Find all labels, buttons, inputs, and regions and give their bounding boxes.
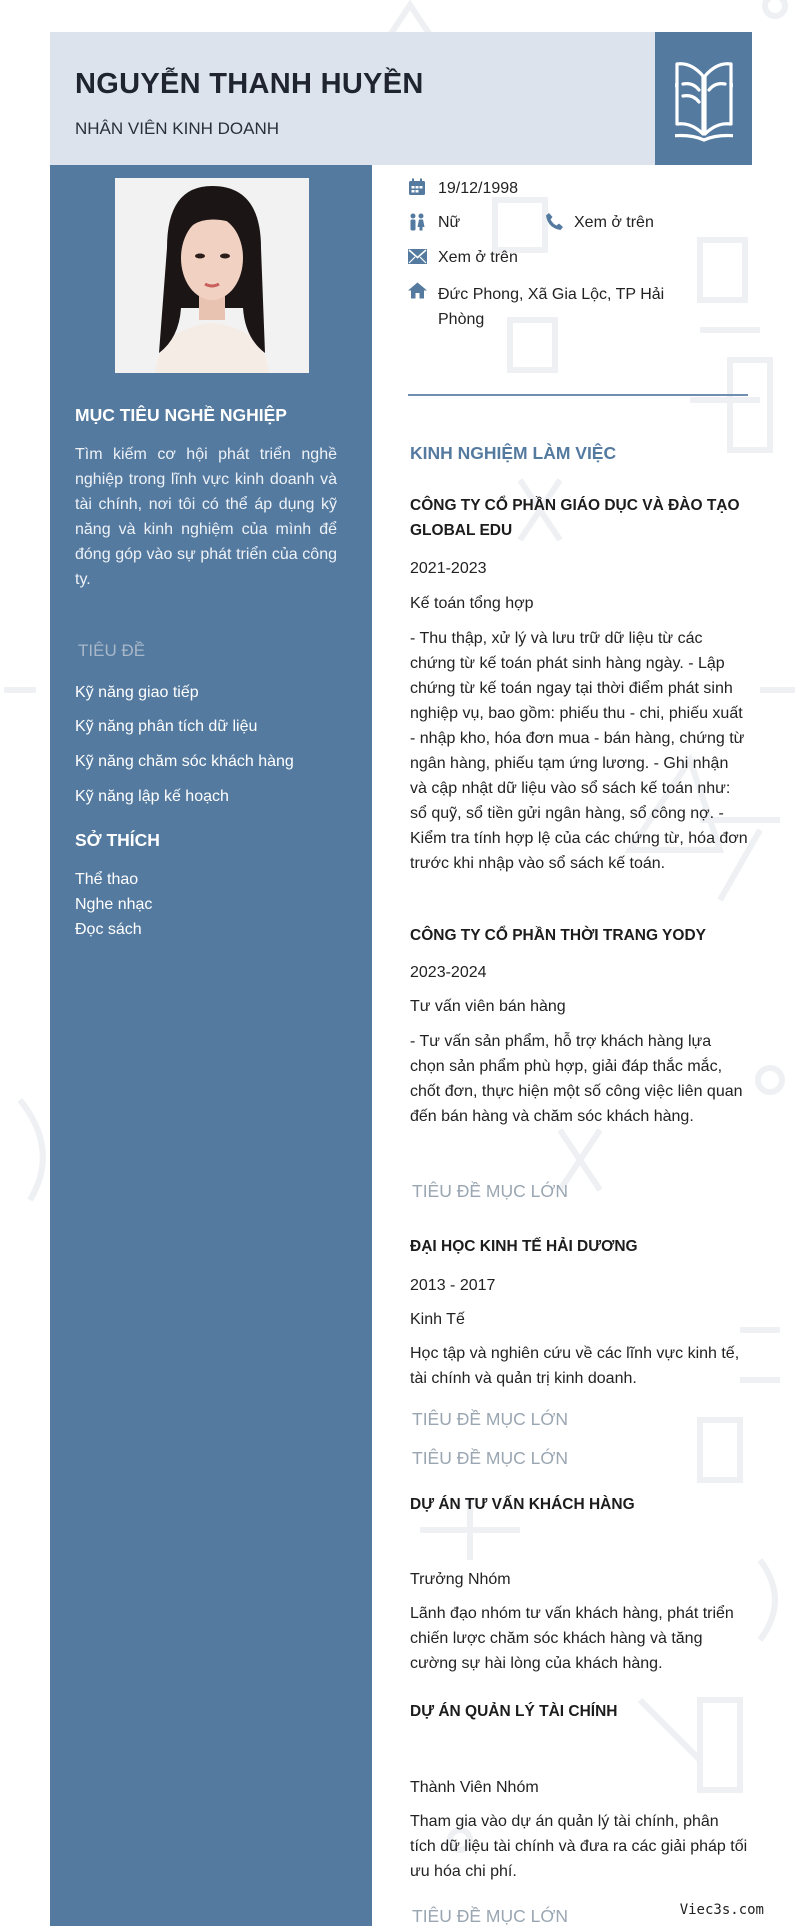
- profile-photo: [115, 178, 309, 373]
- experience-description: - Thu thập, xử lý và lưu trữ dữ liệu từ các chứng từ kế toán phát sinh hàng ngày. - Lập chứng từ kế toán ngay tại thời điểm phát sinh nghiệp vụ, bao gồm: phiếu thu - chi, phiếu xuất - nhập kho, hóa đơn mua - bán hàng, chứng từ ngân hàng, phiếu tạm ứng lương. - Ghi nhận và cập nhật dữ liệu vào sổ sách kế toán như: sổ quỹ, sổ tiền gửi ngân hàng, sổ công nợ. - Kiểm tra tính hợp lệ của các chứng từ, hóa đơn trước khi nhập vào sổ sách kế toán.: [410, 630, 748, 872]
- section-divider: [408, 394, 748, 396]
- last-section-title: TIÊU ĐỀ MỤC LỚN: [412, 1906, 568, 1926]
- education-major: Kinh Tế: [410, 1311, 465, 1328]
- phone-value[interactable]: Xem ở trên: [574, 214, 654, 231]
- experience-role: Tư vấn viên bán hàng: [410, 998, 566, 1015]
- education-title: TIÊU ĐỀ MỤC LỚN: [412, 1181, 568, 1201]
- skill-item: Kỹ năng lập kế hoạch: [75, 788, 229, 805]
- resume-page: [50, 32, 752, 1926]
- hobbies-title: SỞ THÍCH: [75, 830, 160, 850]
- envelope-icon: [408, 249, 427, 264]
- experience-description: - Tư vấn sản phẩm, hỗ trợ khách hàng lựa chọn sản phẩm phù hợp, giải đáp thắc mắc, chốt đơn, thực hiện một số công việc liên quan đến bán hàng và chăm sóc khách hàng.: [410, 1033, 743, 1125]
- project-description: Lãnh đạo nhóm tư vấn khách hàng, phát triển chiến lược chăm sóc khách hàng và tăng cường sự hài lòng của khách hàng.: [410, 1605, 734, 1672]
- project-description: Tham gia vào dự án quản lý tài chính, phân tích dữ liệu tài chính và đưa ra các giải pháp tối ưu hóa chi phí.: [410, 1813, 748, 1880]
- skill-item: Kỹ năng giao tiếp: [75, 684, 199, 701]
- experience-role: Kế toán tổng hợp: [410, 595, 534, 612]
- sidebar: [50, 165, 372, 1926]
- skills-title: TIÊU ĐỀ: [78, 641, 146, 660]
- project-role: Thành Viên Nhóm: [410, 1779, 539, 1796]
- watermark: Viec3s.com: [679, 1902, 764, 1918]
- phone-icon: [545, 212, 564, 231]
- objective-text: Tìm kiếm cơ hội phát triển nghề nghiệp trong lĩnh vực kinh doanh và tài chính, nơi tôi có thể áp dụng kỹ năng và kinh nghiệm của mình để đóng góp vào sự phát triển của công ty.: [75, 446, 337, 588]
- hobby-item: Thể thao: [75, 871, 139, 888]
- hobby-item: Đọc sách: [75, 921, 142, 938]
- experience-company: CÔNG TY CỔ PHẦN GIÁO DỤC VÀ ĐÀO TẠO GLOBAL EDU: [410, 497, 740, 539]
- hobby-item: Nghe nhạc: [75, 896, 153, 913]
- project-name: DỰ ÁN TƯ VẤN KHÁCH HÀNG: [410, 1496, 635, 1513]
- project-name: DỰ ÁN QUẢN LÝ TÀI CHÍNH: [410, 1703, 618, 1720]
- project-role: Trưởng Nhóm: [410, 1571, 511, 1588]
- home-icon: [408, 282, 427, 299]
- experience-title: KINH NGHIỆM LÀM VIỆC: [410, 443, 617, 463]
- logo-box: [655, 32, 752, 165]
- people-icon: [408, 213, 426, 231]
- birthday-value: 19/12/1998: [438, 180, 519, 197]
- open-book-icon: [675, 54, 733, 144]
- email-value[interactable]: Xem ở trên: [438, 249, 518, 266]
- empty-section-title: TIÊU ĐỀ MỤC LỚN: [412, 1409, 568, 1429]
- projects-title: TIÊU ĐỀ MỤC LỚN: [412, 1448, 568, 1468]
- skill-item: Kỹ năng chăm sóc khách hàng: [75, 753, 294, 770]
- gender-value: Nữ: [438, 214, 461, 231]
- calendar-icon: [408, 178, 426, 196]
- experience-period: 2023-2024: [410, 964, 487, 981]
- experience-company: CÔNG TY CỔ PHẦN THỜI TRANG YODY: [410, 927, 706, 944]
- education-description: Học tập và nghiên cứu về các lĩnh vực kinh tế, tài chính và quản trị kinh doanh.: [410, 1345, 740, 1387]
- skill-item: Kỹ năng phân tích dữ liệu: [75, 718, 258, 735]
- resume-header: [50, 32, 655, 165]
- candidate-name: NGUYỄN THANH HUYỀN: [75, 68, 424, 100]
- education-school: ĐẠI HỌC KINH TẾ HẢI DƯƠNG: [410, 1238, 638, 1255]
- address-value: Đức Phong, Xã Gia Lộc, TP Hải Phòng: [438, 286, 665, 328]
- education-period: 2013 - 2017: [410, 1277, 496, 1294]
- candidate-position: NHÂN VIÊN KINH DOANH: [75, 119, 280, 138]
- objective-title: MỤC TIÊU NGHỀ NGHIỆP: [75, 405, 287, 425]
- experience-period: 2021-2023: [410, 560, 487, 577]
